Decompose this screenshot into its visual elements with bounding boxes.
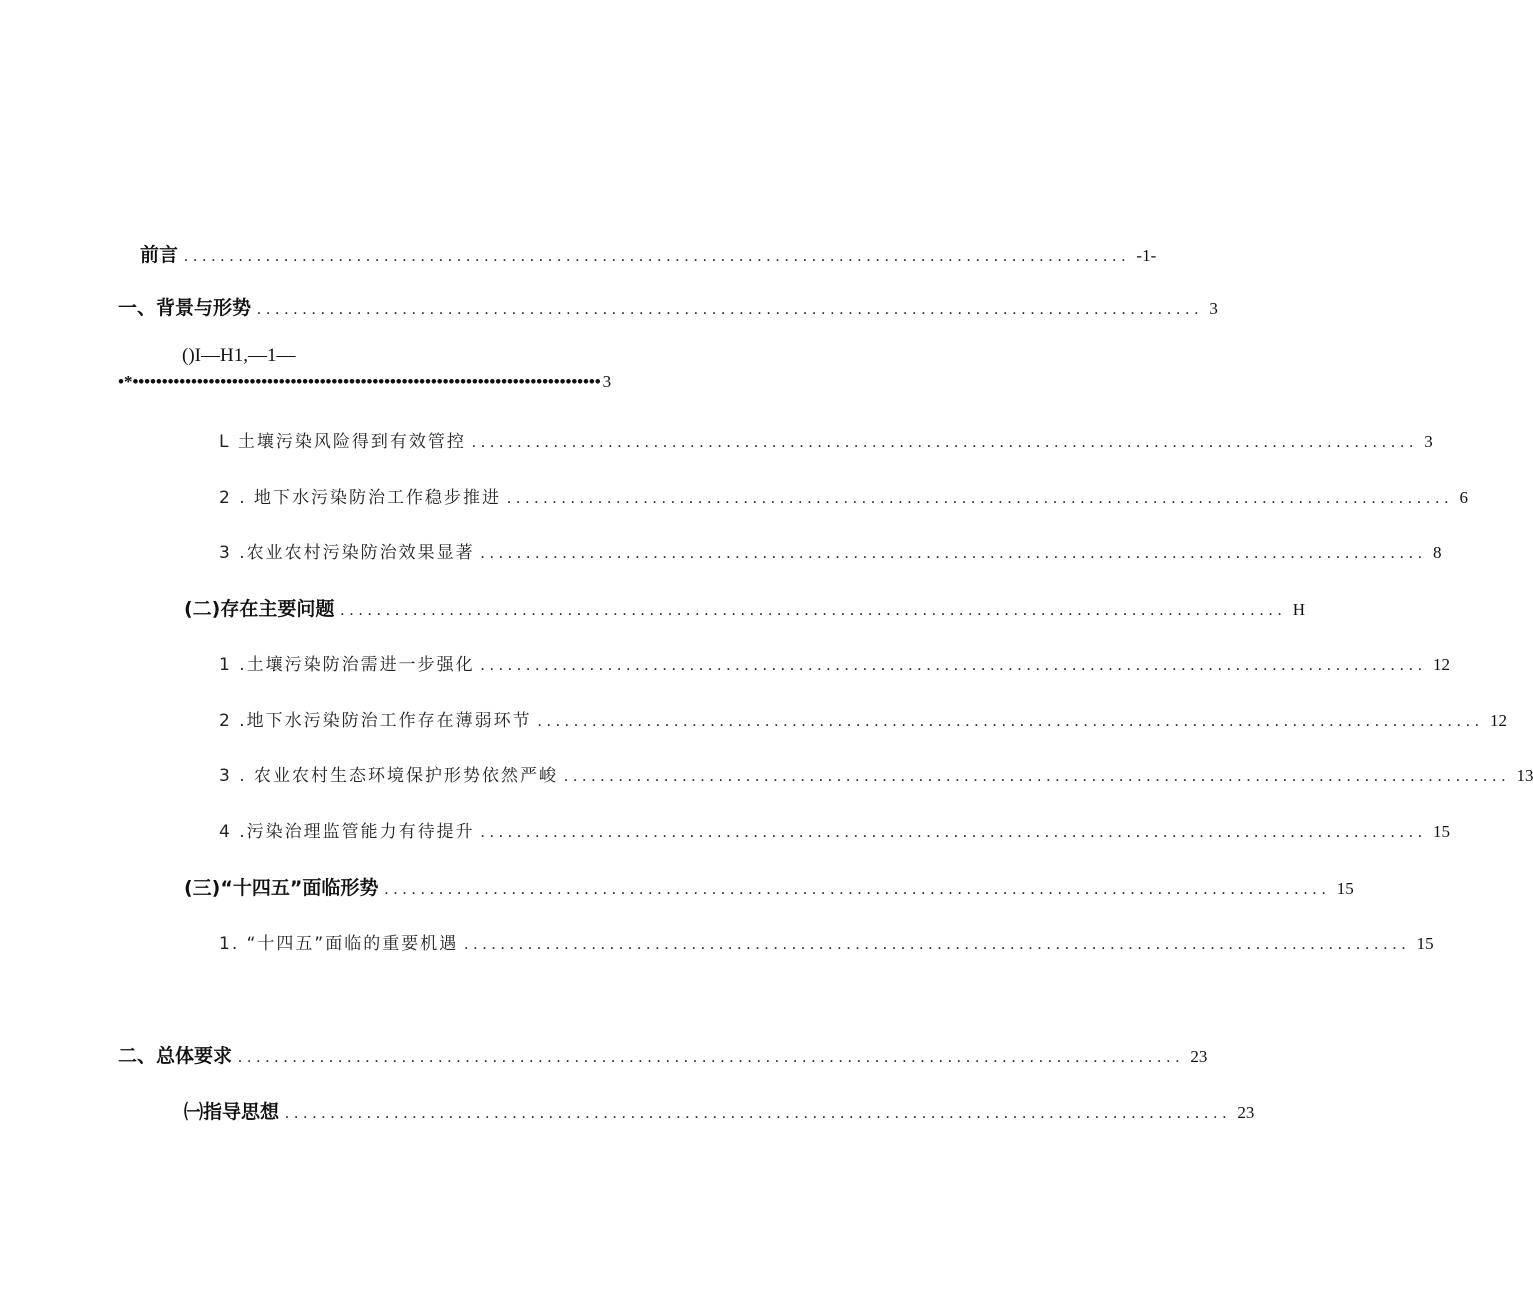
toc-entry-garbled-leader xyxy=(118,372,611,392)
dot-leader: ........................................................................................................ xyxy=(384,881,1331,898)
toc-page-number: 23 xyxy=(1237,1103,1255,1122)
toc-page-number: 12 xyxy=(1490,711,1508,730)
dot-leader: ........................................................................................................ xyxy=(564,768,1511,785)
dot-leader: ........................................................................................................ xyxy=(238,1049,1185,1066)
toc-label: (三)“十四五”面临形势 xyxy=(184,877,379,899)
toc-label: 3 .农业农村污染防治效果显著 xyxy=(219,543,475,563)
toc-entry-1-1[interactable] xyxy=(219,427,1433,452)
toc-label: ㈠指导思想 xyxy=(184,1101,280,1123)
toc-entry-2-3[interactable] xyxy=(219,761,1533,786)
toc-entry-subsection-2[interactable] xyxy=(184,594,1306,621)
toc-entry-1-3[interactable] xyxy=(219,538,1442,563)
dot-leader: ........................................................................................................ xyxy=(480,824,1428,841)
toc-label: 1 .土壤污染防治需进一步强化 xyxy=(219,655,475,675)
toc-entry-garbled-heading[interactable]: ()I—H1,—1— xyxy=(182,345,296,366)
toc-page-number: 23 xyxy=(1190,1047,1208,1066)
dot-leader: ........................................................................................................ xyxy=(285,1105,1232,1122)
toc-entry-section-2[interactable] xyxy=(118,1041,1208,1068)
dot-leader: ........................................................................................................ xyxy=(537,713,1485,730)
toc-page-number: 15 xyxy=(1416,934,1434,953)
dot-leader: ........................................................................................................ xyxy=(184,248,1131,265)
dot-leader: ........................................................................................................ xyxy=(340,602,1287,619)
toc-label: 一、背景与形势 xyxy=(118,297,252,319)
bullet-leader: •••••••••••••••••••••••••••••••••••••••••••••••••••••••••••••••••••••••••••••••• xyxy=(132,372,601,391)
toc-label: 二、总体要求 xyxy=(118,1045,233,1067)
toc-label: L 土壤污染风险得到有效管控 xyxy=(219,432,466,452)
toc-label: 2 . 地下水污染防治工作稳步推进 xyxy=(219,488,502,508)
toc-label: 前言 xyxy=(140,244,179,266)
toc-page-number: 15 xyxy=(1336,879,1354,898)
toc-page-number: 6 xyxy=(1459,488,1468,507)
dot-leader: ........................................................................................................ xyxy=(471,434,1419,451)
toc-entry-2-1[interactable] xyxy=(219,650,1451,675)
toc-entry-preface[interactable] xyxy=(140,240,1157,267)
toc-page-number: 3 xyxy=(1424,432,1433,451)
toc-entry-2-4[interactable] xyxy=(219,817,1451,842)
toc-entry-subsection-3[interactable] xyxy=(184,873,1354,900)
toc-page-number: 3 xyxy=(1209,299,1218,318)
dot-leader: ........................................................................................................ xyxy=(257,301,1204,318)
toc-label: 4 .污染治理监管能力有待提升 xyxy=(219,822,475,842)
toc-page-number: 12 xyxy=(1433,655,1451,674)
toc-page-number: -1- xyxy=(1136,246,1157,265)
toc-page-number: 3 xyxy=(602,372,612,391)
dot-leader: ........................................................................................................ xyxy=(480,657,1428,674)
toc-page-number: 13 xyxy=(1516,766,1533,785)
toc-label: 1. “十四五”面临的重要机遇 xyxy=(219,934,459,954)
toc-label: 2 .地下水污染防治工作存在薄弱环节 xyxy=(219,711,532,731)
toc-page-number: H xyxy=(1292,600,1306,619)
toc-label: 3 . 农业农村生态环境保护形势依然严峻 xyxy=(219,766,559,786)
toc-page-number: 8 xyxy=(1433,543,1442,562)
dot-leader: ........................................................................................................ xyxy=(507,490,1454,507)
toc-entry-guiding-thought[interactable] xyxy=(184,1097,1255,1124)
toc-entry-section-1[interactable] xyxy=(118,293,1218,320)
toc-entry-3-1[interactable] xyxy=(219,929,1434,954)
dot-leader: ........................................................................................................ xyxy=(480,545,1428,562)
toc-entry-2-2[interactable] xyxy=(219,706,1508,731)
dot-leader: ........................................................................................................ xyxy=(464,936,1411,953)
toc-entry-1-2[interactable] xyxy=(219,483,1468,508)
toc-page-number: 15 xyxy=(1433,822,1451,841)
toc-label: (二)存在主要问题 xyxy=(184,598,335,620)
garbled-prefix: •* xyxy=(118,372,133,391)
